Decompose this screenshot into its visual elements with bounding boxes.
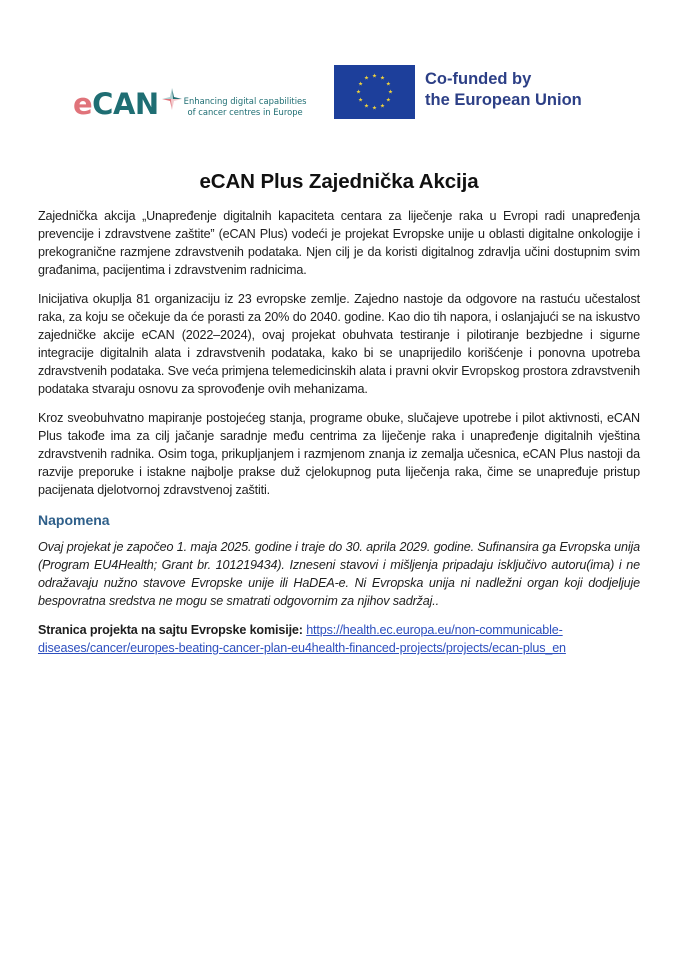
ecan-wordmark <box>73 86 159 122</box>
ecan-tagline <box>184 96 307 118</box>
ecan-tagline-line1: Enhancing digital capabilities <box>183 96 307 106</box>
eu-cofunded-line2: the European Union <box>425 91 582 109</box>
goals-paragraph: Kroz sveobuhvatno mapiranje postojećeg stanja, programe obuke, slučajeve upotrebe i pilot aktivnosti, eCAN Plus takođe ima za cilj jačanje saradnje među centrima za liječenje raka i unapređenje digitalnih vještina zdravstvenih radnika. Osim toga, prikupljanjem i razmjenom znanja iz zemalja učesnica, eCAN Plus nastoji da razvije preporuke i istakne najbolje prakse duž cjelokupnog puta liječenja raka, čime se unapređuje pristup pacijenata djelotvornoj zdravstvenoj zaštiti. <box>38 411 640 497</box>
svg-text:★: ★ <box>385 97 391 104</box>
svg-text:★: ★ <box>388 89 393 96</box>
ecan-tagline-line2: of cancer centres in Europe <box>187 107 303 117</box>
eu-flag-icon <box>334 65 415 119</box>
svg-text:★: ★ <box>356 89 361 96</box>
document-body <box>38 168 640 657</box>
eu-cofunded-text <box>425 69 582 111</box>
svg-text:★: ★ <box>372 105 377 112</box>
ecan-wordmark-e: e <box>73 87 93 121</box>
eu-cofunded-line1: Co-funded by <box>425 70 532 88</box>
svg-text:★: ★ <box>372 73 377 80</box>
project-page-line <box>38 621 640 657</box>
document-title: eCAN Plus Zajednička Akcija <box>199 170 479 193</box>
ecan-wordmark-can: CAN <box>92 87 159 121</box>
document-header <box>0 0 679 140</box>
note-paragraph: Ovaj projekat je započeo 1. maja 2025. godine i traje do 30. aprila 2029. godine. Sufinansira ga Evropska unija (Program EU4Health; Grant br. 101219434). Izneseni stavovi i mišljenja pripadaju isključivo autoru(ima) i ne odražavaju nužno stavove Evropske unije ili HaDEA-e. Ni Evropska unija ni nadležni organ koji dodjeljuje bespovratna sredstva ne mogu se smatrati odgovornim za njihov sadržaj.. <box>38 540 640 608</box>
svg-text:★: ★ <box>380 103 385 110</box>
ecan-logo <box>73 86 307 122</box>
svg-text:★: ★ <box>380 75 385 82</box>
svg-text:★: ★ <box>364 75 369 82</box>
project-page-link[interactable]: https://health.ec.europa.eu/non-communicable-diseases/cancer/europes-beating-cancer-plan-eu4health-financed-projects/projects/ecan-plus_en <box>38 623 566 655</box>
svg-text:★: ★ <box>358 97 364 104</box>
svg-text:★: ★ <box>364 103 369 110</box>
note-heading: Napomena <box>38 512 110 528</box>
svg-text:★: ★ <box>358 81 364 88</box>
ecan-star-icon <box>162 88 182 110</box>
project-page-label: Stranica projekta na sajtu Evropske komisije: <box>38 623 303 637</box>
intro-paragraph: Zajednička akcija „Unapređenje digitalnih kapaciteta centara za liječenje raka u Evropi radi unapređenja prevencije i zdravstvene zaštite” (eCAN Plus) vodeći je projekat Evropske unije u oblasti digitalne onkologije i prekogranične razmjene zdravstvenih podataka. Njen cilj je da koristi digitalnog zdravlja učini dostupnim svim građanima, pacijentima i zdravstvenim radnicima. <box>38 209 640 277</box>
svg-text:★: ★ <box>385 81 391 88</box>
initiative-paragraph: Inicijativa okuplja 81 organizaciju iz 23 evropske zemlje. Zajedno nastoje da odgovore na rastuću učestalost raka, za koju se očekuje da će porasti za 20% do 2040. godine. Kao dio tih napora, i oslanjajući se na iskustvo zajedničke akcije eCAN (2022–2024), ovaj projekat obuhvata testiranje i pilotiranje bezbjedne i sigurne integracije digitalnih alata i zdravstvenih podataka, kako bi se unaprijedilo korišćenje i ponovna upotreba zdravstvenih podataka. Sve veća primjena telemedicinskih alata i pravni okvir Evropskog prostora zdravstvenih podataka stvaraju osnovu za sprovođenje ovih mehanizama. <box>38 292 640 396</box>
